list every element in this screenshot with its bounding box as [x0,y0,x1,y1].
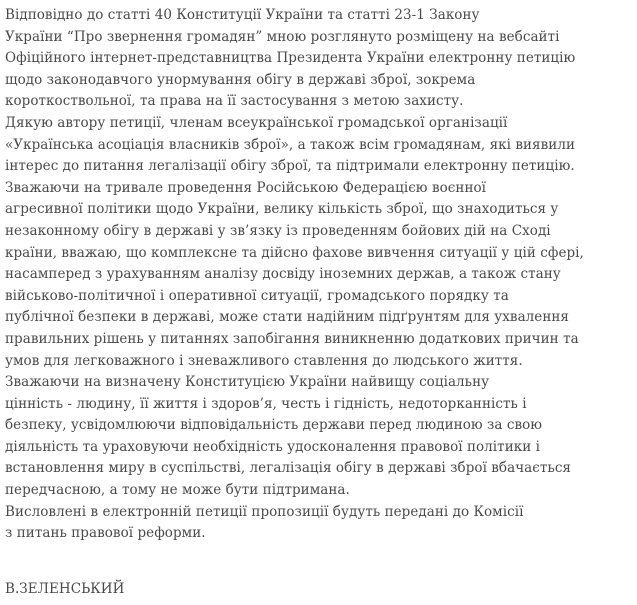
spacer [5,545,630,567]
text-line: Офіційного інтернет-представництва Президента України електронну петицію [5,50,576,67]
text-line: щодо законодавчого унормування обігу в державі зброї, зокрема [5,71,476,88]
text-line: агресивної політики щодо України, велику кількість зброї, що знаходиться у [5,201,559,218]
text-line: з питань правової реформи. [5,525,206,542]
response-body [5,5,630,545]
text-line: передчасною, а тому не може бути підтримана. [5,482,350,499]
text-line: України “Про звернення громадян” мною розглянуто розміщену на вебсайті [5,28,560,45]
text-line: інтерес до питання легалізації обігу зброї, та підтримали електронну петицію. [5,158,575,175]
text-line: насамперед з урахуванням аналізу досвіду іноземних держав, а також стану [5,266,561,283]
text-line: «Українська асоціація власників зброї», а також всім громадянам, які виявили [5,136,575,153]
text-line: діяльність та ураховуючи необхідність удосконалення правової політики і [5,438,540,455]
text-line: Зважаючи на тривале проведення Російською Федерацією воєнної [5,179,487,196]
text-line: публічної безпеки в державі, може стати надійним підґрунтям для ухвалення [5,309,569,326]
text-line: короткоствольної, та права на її застосування з метою захисту. [5,93,464,110]
text-line: цінність - людину, її життя і здоров’я, честь і гідність, недоторканність і [5,395,527,412]
text-line: Відповідно до статті 40 Конституції України та статті 23-1 Закону [5,7,480,23]
petition-response-document [5,5,630,600]
text-line: Висловлені в електронній петиції пропозиції будуть передані до Комісії [5,503,524,520]
text-line: умов для легковажного і зневажливого ставлення до людського життя. [5,352,523,369]
text-line: незаконному обігу в державі у зв’язку із проведенням бойових дій на Сході [5,222,551,239]
text-line: Дякую автору петиції, членам всеукраїнської громадської організації [5,114,508,131]
text-line: безпеку, усвідомлюючи відповідальність держави перед людиною за свою [5,417,543,434]
text-line: військово-політичної і оперативної ситуації, громадського порядку та [5,287,509,304]
text-line: встановлення миру в суспільстві, легалізація обігу в державі зброї вбачається [5,460,571,477]
text-line: правильних рішень у питаннях запобігання виникненню додаткових причин та [5,330,579,347]
text-line: Зважаючи на визначену Конституцією України найвищу соціальну [5,374,490,391]
signature: В.ЗЕЛЕНСЬКИЙ [5,580,125,597]
text-line: країни, вважаю, що комплексне та дійсно фахове вивчення ситуації у цій сфері, [5,244,584,261]
